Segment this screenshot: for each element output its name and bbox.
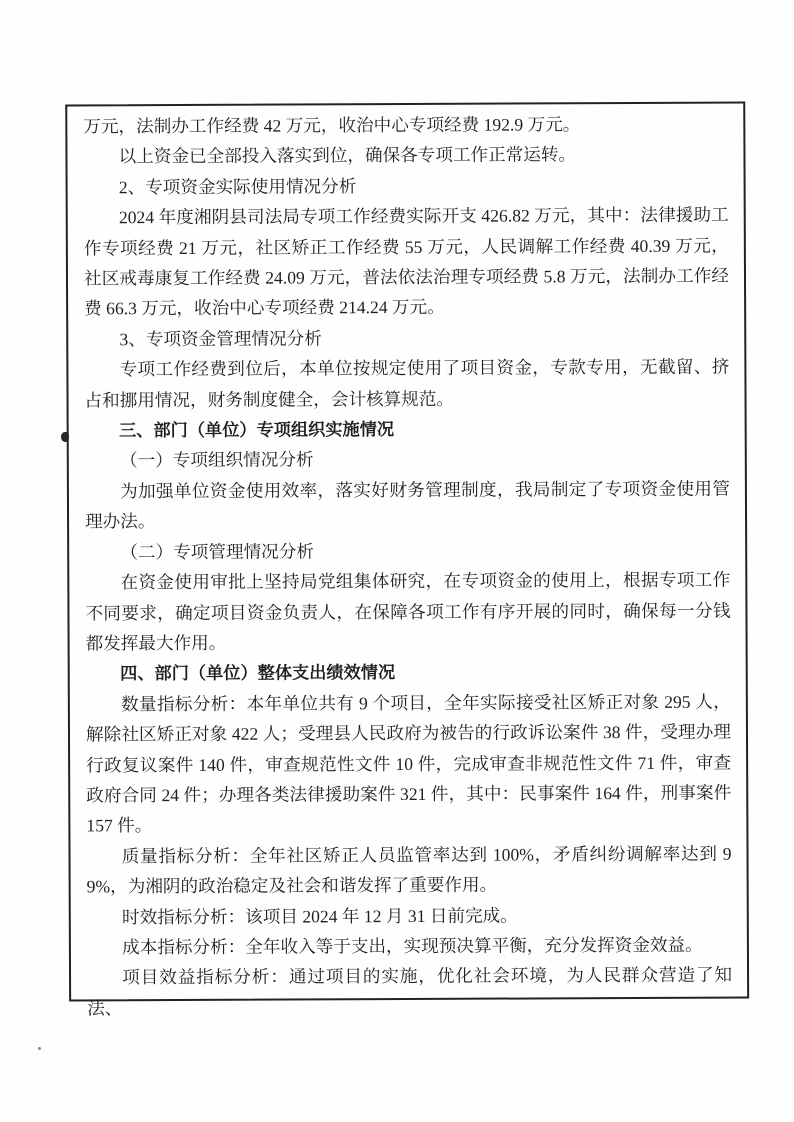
scan-artifact-dot bbox=[38, 1047, 41, 1050]
heading-sub-1-org-analysis: （一）专项组织情况分析 bbox=[119, 449, 314, 471]
para-2024-expenditure-detail: 2024 年度湘阴县司法局专项工作经费实际开支 426.82 万元，其中：法律援助工作专项经费 21 万元，社区矫正工作经费 55 万元，人民调解工作经费 40.39 万元，社区戒毒康复工作经费 24.09 万元，普法依法治理专项经费 5.8 万元，法制办工作经费 66.3 万元，收治中心专项经费 214.24 万元。 bbox=[83, 204, 730, 319]
para-fund-management-detail: 专项工作经费到位后，本单位按规定使用了项目资金，专款专用，无截留、挤占和挪用情况，财务制度健全，会计核算规范。 bbox=[84, 356, 730, 411]
heading-2-fund-usage-analysis: 2、专项资金实际使用情况分析 bbox=[118, 176, 357, 198]
heading-3-fund-management: 3、专项资金管理情况分析 bbox=[119, 328, 322, 350]
heading-section-4-overall-performance: 四、部门（单位）整体支出绩效情况 bbox=[120, 662, 396, 684]
para-cost-indicator: 成本指标分析：全年收入等于支出，实现预决算平衡，充分发挥资金效益。 bbox=[122, 934, 703, 958]
para-benefit-indicator: 项目效益指标分析：通过项目的实施，优化社会环境，为人民群众营造了知法、 bbox=[87, 964, 733, 1019]
report-table-cell bbox=[65, 102, 749, 1019]
para-funding-continuation: 万元，法制办工作经费 42 万元，收治中心专项经费 192.9 万元。 bbox=[83, 114, 581, 137]
para-org-analysis-detail: 为加强单位资金使用效率，落实好财务管理制度，我局制定了专项资金使用管理办法。 bbox=[85, 478, 730, 532]
para-mgmt-analysis-detail: 在资金使用审批上坚持局党组集体研究，在专项资金的使用上，根据专项工作不同要求，确定项目资金负责人，在保障各项工作有序开展的同时，确保每一分钱都发挥最大作用。 bbox=[85, 569, 731, 654]
heading-sub-2-mgmt-analysis: （二）专项管理情况分析 bbox=[120, 541, 314, 562]
heading-section-3-org-implementation: 三、部门（单位）专项组织实施情况 bbox=[119, 419, 395, 441]
scan-artifact-speck bbox=[61, 432, 69, 442]
para-quality-indicator: 质量指标分析：全年社区矫正人员监管率达到 100%，矛盾纠纷调解率达到 99%，为湘阴的政治稳定及社会和谐发挥了重要作用。 bbox=[86, 843, 732, 897]
para-timeliness-indicator: 时效指标分析：该项目 2024 年 12 月 31 日前完成。 bbox=[121, 905, 518, 927]
para-quantity-indicator: 数量指标分析：本年单位共有 9 个项目，全年实际接受社区矫正对象 295 人，解除社区矫正对象 422 人；受理县人民政府为被告的行政诉讼案件 38 件，受理办理行政复议案件 140 件，审查规范性文件 10 件，完成审查非规范性文件 71 件，审查政府合同 24 件；办理各类法律援助案件 321 件，其中：民事案件 164 件，刑事案件 157 件。 bbox=[85, 691, 732, 836]
para-funds-implemented: 以上资金已全部投入落实到位，确保各专项工作正常运转。 bbox=[118, 144, 577, 167]
